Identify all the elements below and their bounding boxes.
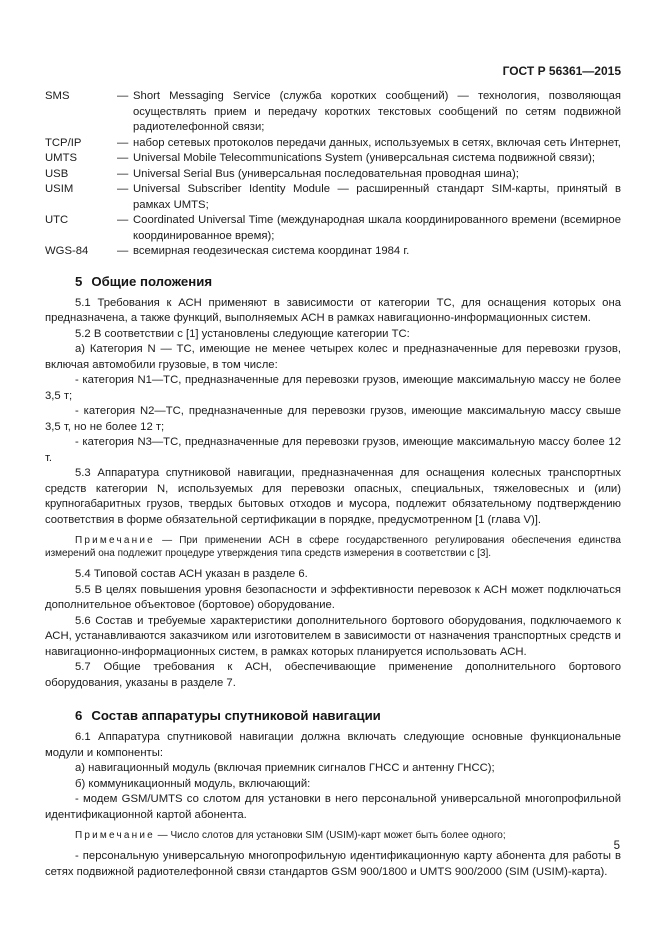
note-label: Примечание	[75, 830, 155, 841]
section-6-heading	[75, 708, 621, 723]
note-6	[45, 829, 621, 842]
list-item-category-n2: - категория N2—ТС, предназначенные для перевозки грузов, имеющие максимальную массу свыше 3,5 т, но не более 12 т;	[45, 405, 621, 433]
note-5	[45, 534, 621, 560]
abbr-dash: —	[117, 136, 129, 149]
abbreviation-row	[45, 244, 621, 260]
abbreviation-row	[45, 167, 621, 183]
abbr-definition: Universal Subscriber Identity Module — расширенный стандарт SIM-карты, принятый в рамках UMTS;	[133, 183, 621, 211]
abbr-dash: —	[117, 245, 129, 257]
abbr-term: SMS	[45, 90, 70, 102]
abbr-definition: Coordinated Universal Time (международная шкала координированного времени (всемирное координированное время);	[133, 214, 621, 242]
paragraph-5-6: 5.6 Состав и требуемые характеристики дополнительного бортового оборудования, подключаемого к АСН, устанавливаются заказчиком или изготовителем в зависимости от назначения транспортных средств и навигационно-информационных систем, в рамках которых планируется использовать АСН.	[45, 614, 621, 658]
abbreviation-row	[45, 182, 621, 213]
paragraph-5-1: 5.1 Требования к АСН применяют в зависимости от категории ТС, для оснащения которых она предназначена, а также функций, выполняемых АСН в рамках навигационно-информационных систем.	[45, 296, 621, 324]
abbreviation-row	[45, 213, 621, 244]
abbreviation-row	[45, 136, 621, 152]
abbr-dash: —	[117, 90, 129, 102]
section-5-body	[45, 296, 621, 692]
section-5-title: Общие положения	[91, 273, 213, 289]
abbr-dash: —	[117, 152, 129, 164]
section-5-heading	[75, 274, 621, 289]
paragraph-5-3: 5.3 Аппаратура спутниковой навигации, предназначенная для оснащения колесных транспортных средств категории N, используемых для перевозки опасных, специальных, тяжеловесных и (или) крупногабаритных грузов, твердых бытовых отходов и мусора, подлежит обязательному подтверждению соответствия в форме обязательной сертификации в порядке, предусмотренном [1 (глава V)].	[45, 467, 621, 526]
page-content	[45, 64, 621, 880]
abbreviation-row	[45, 89, 621, 136]
list-item-category-n1: - категория N1—ТС, предназначенные для перевозки грузов, имеющие максимальную массу не более 3,5 т;	[45, 374, 621, 402]
abbr-term: WGS-84	[45, 245, 89, 257]
list-item-category-n: а) Категория N — ТС, имеющие не менее четырех колес и предназначенные для перевозки грузов, включая автомобили грузовые, в том числе:	[45, 343, 621, 371]
paragraph-5-5: 5.5 В целях повышения уровня безопасности и эффективности перевозок к АСН может подключаться дополнительное объектовое (бортовое) оборудование.	[45, 583, 621, 611]
section-6-body	[45, 730, 621, 880]
paragraph-5-2: 5.2 В соответствии с [1] установлены следующие категории ТС:	[75, 327, 410, 340]
list-item-comm-module: б) коммуникационный модуль, включающий:	[75, 777, 311, 790]
doc-header-code: ГОСТ Р 56361—2015	[502, 64, 621, 78]
section-6-number: 6	[75, 708, 83, 723]
list-item-category-n3: - категория N3—ТС, предназначенные для перевозки грузов, имеющие максимальную массу более 12 т.	[45, 436, 621, 464]
abbr-definition: Short Messaging Service (служба коротких сообщений) — технология, позволяющая осуществлять прием и передачу коротких текстовых сообщений по сетям подвижной радиотелефонной связи;	[133, 90, 621, 133]
list-item-sim-card: - персональную универсальную многопрофильную идентификационную карту абонента для работы в сетях подвижной радиотелефонной связи стандартов GSM 900/1800 и UMTS 900/2000 (SIM (USIM)-карта).	[45, 850, 621, 878]
abbr-term: USB	[45, 167, 69, 180]
section-5-number: 5	[75, 273, 83, 289]
abbr-term: UMTS	[45, 152, 78, 164]
paragraph-5-4: 5.4 Типовой состав АСН указан в разделе 6.	[75, 568, 308, 580]
page-number: 5	[613, 840, 620, 852]
abbr-dash: —	[117, 183, 129, 195]
note-text: — Число слотов для установки SIM (USIM)-карт может быть более одного;	[157, 830, 506, 841]
abbr-definition: Universal Mobile Telecommunications System (универсальная система подвижной связи);	[133, 152, 596, 164]
abbreviations-list	[45, 89, 621, 260]
abbr-term: USIM	[45, 183, 74, 195]
paragraph-6-1: 6.1 Аппаратура спутниковой навигации должна включать следующие основные функциональные модули и компоненты:	[45, 731, 621, 759]
paragraph-5-7: 5.7 Общие требования к АСН, обеспечивающие применение дополнительного бортового оборудования, указаны в разделе 7.	[45, 661, 621, 689]
abbr-term: TCP/IP	[45, 136, 82, 149]
section-6-title: Состав аппаратуры спутниковой навигации	[91, 708, 381, 723]
list-item-modem: - модем GSM/UMTS со слотом для установки в него персональной универсальной многопрофильной идентификационной картой абонента.	[45, 793, 621, 821]
abbr-dash: —	[117, 167, 129, 180]
abbr-definition: Universal Serial Bus (универсальная последовательная проводная шина);	[133, 167, 519, 180]
note-text: — При применении АСН в сфере государственного регулирования обеспечения единства измерений она подлежит процедуре утверждения типа средств измерения в соответствии с [3].	[45, 535, 621, 559]
abbr-term: UTC	[45, 214, 69, 226]
abbreviation-row	[45, 151, 621, 167]
abbr-definition: набор сетевых протоколов передачи данных, используемых в сетях, включая сеть Интернет,	[133, 136, 621, 149]
note-label: Примечание	[75, 535, 155, 546]
abbr-dash: —	[117, 214, 129, 226]
list-item-nav-module: а) навигационный модуль (включая приемник сигналов ГНСС и антенну ГНСС);	[75, 762, 495, 774]
abbr-definition: всемирная геодезическая система координат 1984 г.	[133, 245, 410, 257]
